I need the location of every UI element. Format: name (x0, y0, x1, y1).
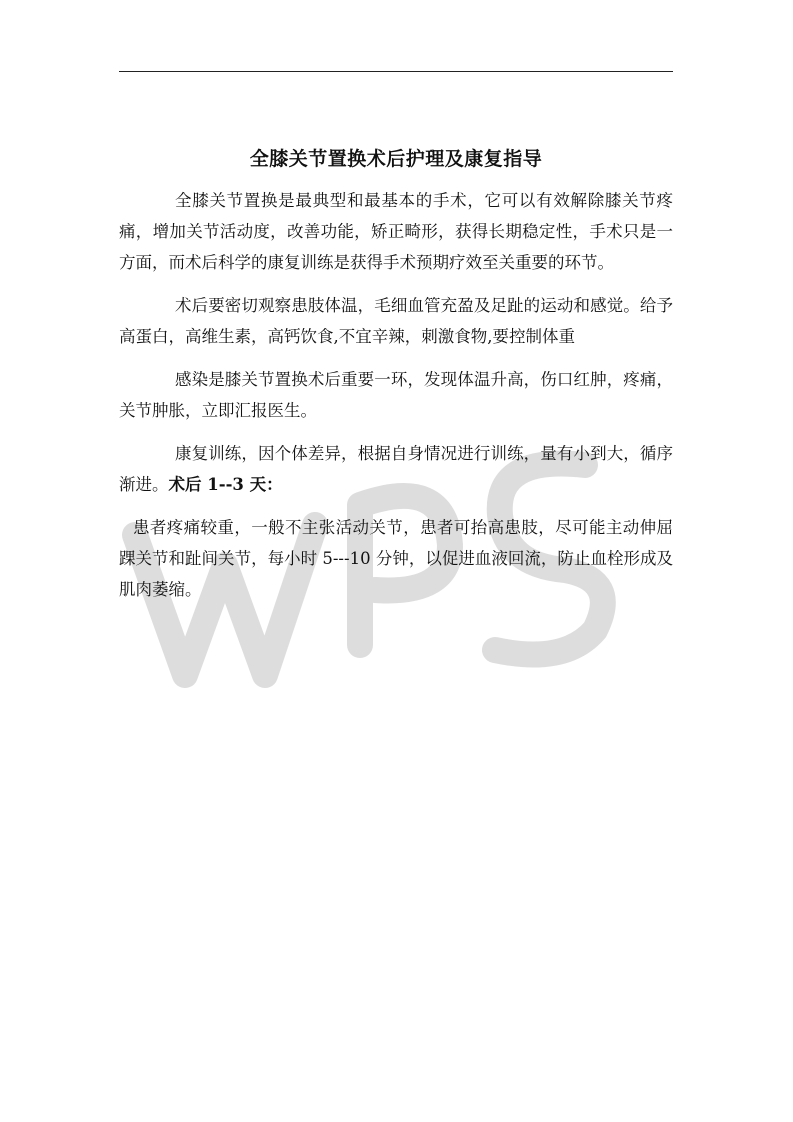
paragraph-rehab (119, 438, 673, 500)
rehab-text: 康复训练，因个体差异，根据自身情况进行训练，量有小到大，循序渐进。 (119, 444, 673, 494)
postop-day-heading: 术后 1--3 天： (168, 475, 283, 494)
document-title: 全膝关节置换术后护理及康复指导 (249, 148, 543, 170)
paragraph-infection: 感染是膝关节置换术后重要一环，发现体温升高，伤口红肿，疼痛，关节肿胀，立即汇报医生。 (119, 370, 673, 420)
document-body (119, 185, 673, 617)
header-rule (119, 71, 673, 72)
paragraph-intro: 全膝关节置换是最典型和最基本的手术，它可以有效解除膝关节疼痛，增加关节活动度，改善功能，矫正畸形，获得长期稳定性，手术只是一方面，而术后科学的康复训练是获得手术预期疗效至关重要的环节。 (119, 191, 673, 272)
paragraph-postop: 患者疼痛较重，一般不主张活动关节，患者可抬高患肢，尽可能主动伸屈踝关节和趾间关节，每小时 5---10 分钟，以促进血液回流，防止血栓形成及肌肉萎缩。 (119, 518, 673, 599)
paragraph-observation: 术后要密切观察患肢体温，毛细血管充盈及足趾的运动和感觉。给予高蛋白，高维生素，高钙饮食,不宜辛辣，刺激食物,要控制体重 (119, 296, 673, 346)
